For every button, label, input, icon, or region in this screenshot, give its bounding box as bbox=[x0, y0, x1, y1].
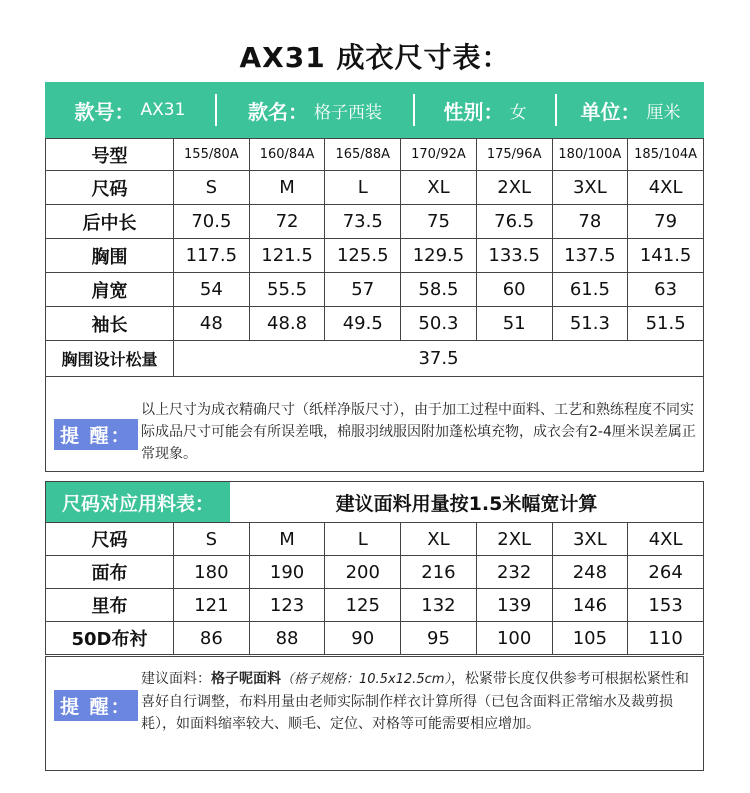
table-cell: 3XL bbox=[552, 171, 628, 205]
table-cell: M bbox=[249, 171, 325, 205]
table-cell: 153 bbox=[628, 589, 704, 622]
table-row bbox=[46, 556, 704, 589]
table-cell: 100 bbox=[476, 622, 552, 655]
table-cell: 110 bbox=[628, 622, 704, 655]
fabric-section-header bbox=[45, 481, 704, 523]
table-cell: 146 bbox=[552, 589, 628, 622]
table-cell: 232 bbox=[476, 556, 552, 589]
size-table bbox=[45, 138, 704, 377]
table-cell: 180/100A bbox=[552, 139, 628, 171]
table-cell: 141.5 bbox=[628, 239, 704, 273]
table-cell: 86 bbox=[174, 622, 250, 655]
fabric-table bbox=[45, 522, 704, 655]
table-cell: M bbox=[249, 523, 325, 556]
table-cell: 190 bbox=[249, 556, 325, 589]
table-row bbox=[46, 239, 704, 273]
table-cell: XL bbox=[401, 523, 477, 556]
style-no-value: AX31 bbox=[140, 100, 186, 120]
table-cell: 129.5 bbox=[401, 239, 477, 273]
table-cell: 55.5 bbox=[249, 273, 325, 307]
table-cell: 139 bbox=[476, 589, 552, 622]
fabric-note: ，松紧带长度仅供参考可根据松紧性和喜好自行调整，布料用量由老师实际制作样衣计算所得（已包含面料正常缩水及裁剪损耗），如面料缩率较大、顺毛、定位、对格等可能需要相应增加。 bbox=[141, 671, 689, 732]
info-header-bar bbox=[45, 82, 704, 138]
table-cell: 75 bbox=[401, 205, 477, 239]
table-cell: 125 bbox=[325, 589, 401, 622]
table-cell: 121 bbox=[174, 589, 250, 622]
fabric-section-subtitle: 建议面料用量按1.5米幅宽计算 bbox=[335, 492, 598, 515]
fabric-section-tag: 尺码对应用料表： bbox=[46, 482, 230, 522]
table-cell: XL bbox=[401, 171, 477, 205]
row-label: 里布 bbox=[46, 589, 174, 622]
table-cell: 79 bbox=[628, 205, 704, 239]
fabric-prefix: 建议面料： bbox=[141, 671, 211, 687]
style-name-label: 款名： bbox=[248, 99, 308, 124]
table-cell: 51.3 bbox=[552, 307, 628, 341]
table-cell: 57 bbox=[325, 273, 401, 307]
table-cell: 133.5 bbox=[476, 239, 552, 273]
table-row bbox=[46, 622, 704, 655]
table-cell: S bbox=[174, 523, 250, 556]
table-row bbox=[46, 341, 704, 377]
table-cell: 88 bbox=[249, 622, 325, 655]
gender-label: 性别： bbox=[443, 99, 504, 124]
reminder-tag: 提 醒： bbox=[54, 690, 138, 721]
table-cell: 165/88A bbox=[325, 139, 401, 171]
table-cell: 170/92A bbox=[401, 139, 477, 171]
style-name-field bbox=[217, 82, 413, 138]
table-cell: 125.5 bbox=[325, 239, 401, 273]
table-cell: 132 bbox=[401, 589, 477, 622]
table-cell: 70.5 bbox=[174, 205, 250, 239]
table-row bbox=[46, 205, 704, 239]
table-cell: 49.5 bbox=[325, 307, 401, 341]
table-cell: 95 bbox=[401, 622, 477, 655]
table-cell: 105 bbox=[552, 622, 628, 655]
table-cell: 58.5 bbox=[401, 273, 477, 307]
reminder-text: 以上尺寸为成衣精确尺寸（纸样净版尺寸），由于加工过程中面料、工艺和熟练程度不同实际成品尺寸可能会有所误差哦，棉服羽绒服因附加蓬松填充物，成衣会有2-4厘米误差属正常现象。 bbox=[141, 402, 696, 462]
table-cell: 155/80A bbox=[174, 139, 250, 171]
table-cell: 137.5 bbox=[552, 239, 628, 273]
table-cell: 72 bbox=[249, 205, 325, 239]
style-no-label: 款号： bbox=[74, 99, 135, 124]
table-row bbox=[46, 307, 704, 341]
table-cell: 61.5 bbox=[552, 273, 628, 307]
reminder-tag: 提 醒： bbox=[54, 419, 138, 450]
table-cell: 180 bbox=[174, 556, 250, 589]
table-cell: 123 bbox=[249, 589, 325, 622]
table-cell: 200 bbox=[325, 556, 401, 589]
table-cell: L bbox=[325, 171, 401, 205]
gender-field bbox=[415, 82, 555, 138]
ease-value: 37.5 bbox=[174, 341, 704, 377]
table-cell: 175/96A bbox=[476, 139, 552, 171]
row-label: 肩宽 bbox=[46, 273, 174, 307]
table-cell: 54 bbox=[174, 273, 250, 307]
unit-field bbox=[557, 82, 704, 138]
style-no-field bbox=[45, 82, 215, 138]
table-cell: 264 bbox=[628, 556, 704, 589]
unit-value: 厘米 bbox=[646, 102, 681, 123]
table-cell: 73.5 bbox=[325, 205, 401, 239]
table-cell: 216 bbox=[401, 556, 477, 589]
table-row bbox=[46, 589, 704, 622]
table-cell: 78 bbox=[552, 205, 628, 239]
row-label: 后中长 bbox=[46, 205, 174, 239]
table-cell: 2XL bbox=[476, 523, 552, 556]
table-cell: 48.8 bbox=[249, 307, 325, 341]
row-label: 面布 bbox=[46, 556, 174, 589]
ease-label: 胸围设计松量 bbox=[46, 341, 174, 377]
table-cell: 185/104A bbox=[628, 139, 704, 171]
table-cell: 90 bbox=[325, 622, 401, 655]
row-label: 袖长 bbox=[46, 307, 174, 341]
table-cell: 248 bbox=[552, 556, 628, 589]
table-row bbox=[46, 273, 704, 307]
table-cell: 63 bbox=[628, 273, 704, 307]
fabric-reminder-text bbox=[141, 668, 696, 735]
table-cell: 117.5 bbox=[174, 239, 250, 273]
table-cell: 51.5 bbox=[628, 307, 704, 341]
style-name-value: 格子西装 bbox=[314, 102, 382, 123]
row-label: 号型 bbox=[46, 139, 174, 171]
table-cell: 51 bbox=[476, 307, 552, 341]
table-cell: 48 bbox=[174, 307, 250, 341]
table-cell: 4XL bbox=[628, 523, 704, 556]
table-cell: 60 bbox=[476, 273, 552, 307]
row-label: 尺码 bbox=[46, 171, 174, 205]
table-row bbox=[46, 523, 704, 556]
unit-label: 单位： bbox=[580, 99, 641, 124]
table-cell: 2XL bbox=[476, 171, 552, 205]
table-cell: S bbox=[174, 171, 250, 205]
table-cell: 76.5 bbox=[476, 205, 552, 239]
table-row bbox=[46, 139, 704, 171]
table-cell: 160/84A bbox=[249, 139, 325, 171]
table-row bbox=[46, 171, 704, 205]
table-cell: 50.3 bbox=[401, 307, 477, 341]
page-title: AX31 成衣尺寸表： bbox=[239, 41, 511, 74]
table-cell: L bbox=[325, 523, 401, 556]
row-label: 50D布衬 bbox=[46, 622, 174, 655]
row-label: 胸围 bbox=[46, 239, 174, 273]
fabric-name: 格子呢面料 bbox=[211, 671, 281, 687]
table-cell: 121.5 bbox=[249, 239, 325, 273]
gender-value: 女 bbox=[509, 102, 527, 123]
table-cell: 4XL bbox=[628, 171, 704, 205]
table-cell: 3XL bbox=[552, 523, 628, 556]
row-label: 尺码 bbox=[46, 523, 174, 556]
fabric-spec: （格子规格：10.5x12.5cm） bbox=[281, 672, 451, 687]
